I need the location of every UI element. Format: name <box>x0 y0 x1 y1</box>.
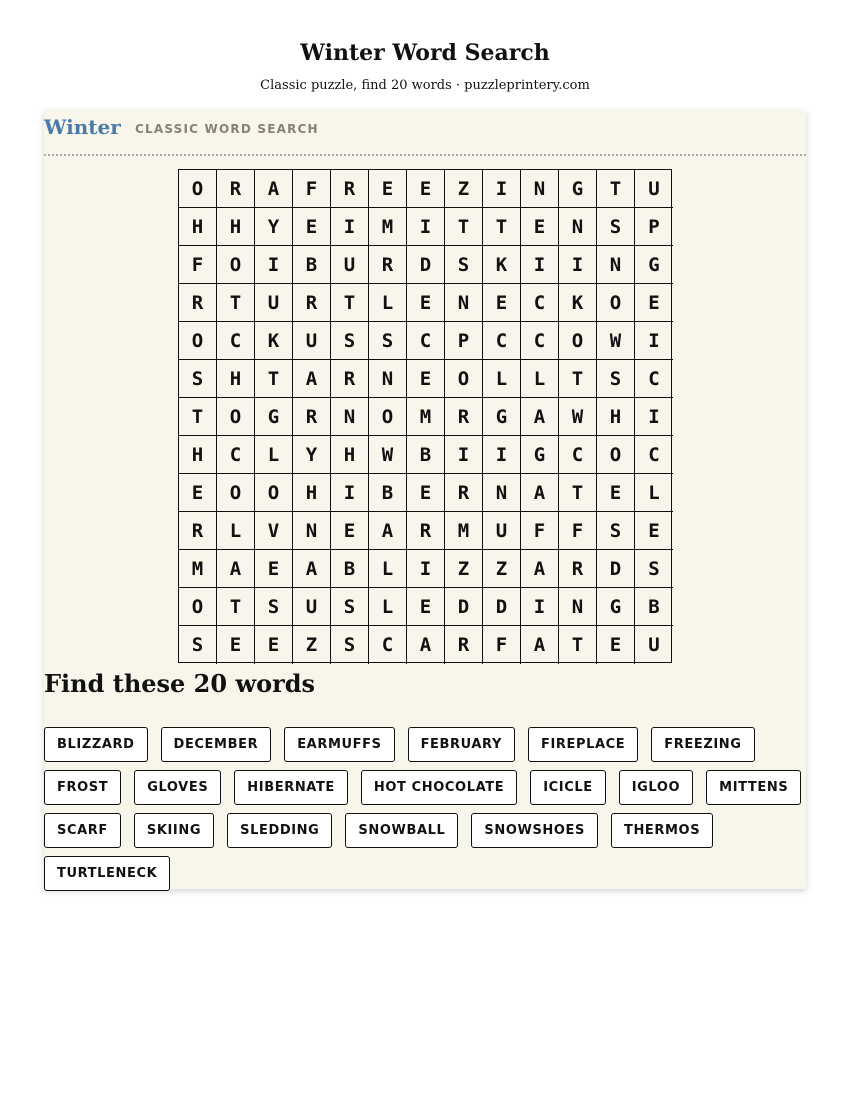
grid-cell[interactable]: T <box>445 208 483 246</box>
grid-cell[interactable]: E <box>407 474 445 512</box>
grid-cell[interactable]: E <box>255 626 293 664</box>
grid-cell[interactable]: U <box>635 170 673 208</box>
grid-cell[interactable]: U <box>648 634 660 656</box>
grid-cell[interactable]: C <box>217 322 255 360</box>
grid-cell[interactable]: Z <box>445 550 483 588</box>
grid-cell[interactable]: N <box>559 588 597 626</box>
grid-cell[interactable]: B <box>635 588 673 626</box>
grid-cell[interactable]: O <box>559 322 597 360</box>
grid-cell[interactable]: B <box>293 246 331 284</box>
grid-cell[interactable]: E <box>407 170 445 208</box>
grid-cell[interactable]: B <box>369 474 407 512</box>
grid-cell[interactable]: G <box>521 436 559 474</box>
grid-cell[interactable]: F <box>293 170 331 208</box>
grid-cell[interactable]: T <box>483 208 521 246</box>
grid-cell[interactable]: E <box>179 474 217 512</box>
word-chip: FIREPLACE <box>528 727 638 762</box>
grid-cell[interactable]: O <box>369 398 407 436</box>
grid-cell[interactable]: T <box>217 284 255 322</box>
grid-cell[interactable]: M <box>179 550 217 588</box>
grid-cell[interactable]: F <box>483 626 521 664</box>
grid-cell[interactable]: U <box>293 588 331 626</box>
grid-cell[interactable]: O <box>217 474 255 512</box>
grid-cell[interactable]: Y <box>255 208 293 246</box>
page-subtitle: Classic puzzle, find 20 words · puzzleprintery.com <box>260 78 590 93</box>
grid-cell[interactable]: L <box>635 474 673 512</box>
grid-cell[interactable]: D <box>597 550 635 588</box>
grid-cell[interactable]: N <box>331 398 369 436</box>
grid-cell[interactable]: S <box>597 512 635 550</box>
grid-cell[interactable]: F <box>179 246 217 284</box>
grid-cell[interactable]: I <box>445 436 483 474</box>
word-chip: SLEDDING <box>227 813 332 848</box>
grid-cell[interactable]: R <box>445 474 483 512</box>
grid-cell[interactable]: G <box>635 246 673 284</box>
grid-cell[interactable]: R <box>559 550 597 588</box>
word-chip: FEBRUARY <box>408 727 515 762</box>
grid-cell[interactable]: A <box>521 550 559 588</box>
grid-cell[interactable]: A <box>369 512 407 550</box>
grid-cell[interactable]: E <box>521 208 559 246</box>
grid-cell[interactable]: Y <box>293 436 331 474</box>
grid-cell[interactable]: R <box>369 246 407 284</box>
grid-cell[interactable]: R <box>445 626 483 664</box>
word-chip: DECEMBER <box>161 727 272 762</box>
grid-cell[interactable]: B <box>407 436 445 474</box>
grid-cell[interactable]: G <box>255 398 293 436</box>
grid-cell[interactable]: O <box>179 588 217 626</box>
grid-cell[interactable]: L <box>217 512 255 550</box>
word-list <box>44 727 806 891</box>
grid-cell[interactable]: U <box>293 322 331 360</box>
grid-cell[interactable]: E <box>635 284 673 322</box>
grid-cell[interactable]: S <box>255 588 293 626</box>
grid-cell[interactable]: C <box>407 322 445 360</box>
grid-cell[interactable]: K <box>483 246 521 284</box>
grid-cell[interactable]: E <box>331 512 369 550</box>
grid-cell[interactable]: D <box>407 246 445 284</box>
grid-cell[interactable]: W <box>597 322 635 360</box>
grid-cell[interactable]: E <box>217 626 255 664</box>
grid-cell[interactable]: H <box>293 474 331 512</box>
grid-cell[interactable]: S <box>179 360 217 398</box>
grid-cell[interactable]: I <box>483 436 521 474</box>
grid-cell[interactable]: F <box>559 512 597 550</box>
word-chip: IGLOO <box>619 770 693 805</box>
grid-cell[interactable]: A <box>217 550 255 588</box>
grid-cell[interactable]: O <box>217 246 255 284</box>
grid-cell[interactable]: R <box>445 398 483 436</box>
grid-cell[interactable]: K <box>559 284 597 322</box>
word-chip: SNOWBALL <box>345 813 458 848</box>
grid-cell[interactable]: R <box>293 284 331 322</box>
grid-cell[interactable]: O <box>255 474 293 512</box>
grid-cell[interactable]: I <box>635 322 673 360</box>
grid-cell[interactable]: R <box>331 360 369 398</box>
grid-cell[interactable]: O <box>597 284 635 322</box>
grid-cell[interactable]: H <box>217 360 255 398</box>
grid-cell[interactable]: H <box>179 436 217 474</box>
grid-cell[interactable]: M <box>369 208 407 246</box>
page-title: Winter Word Search <box>300 40 550 66</box>
grid-cell[interactable]: I <box>255 246 293 284</box>
grid-cell[interactable]: I <box>331 474 369 512</box>
grid-cell[interactable]: A <box>293 550 331 588</box>
grid-cell[interactable]: T <box>559 474 597 512</box>
grid-cell[interactable]: O <box>179 322 217 360</box>
grid-cell[interactable]: C <box>559 436 597 474</box>
grid-cell[interactable]: T <box>179 398 217 436</box>
grid-cell[interactable]: E <box>597 626 635 664</box>
grid-cell[interactable]: E <box>635 512 673 550</box>
grid-cell[interactable]: G <box>559 170 597 208</box>
grid-cell[interactable]: A <box>521 398 559 436</box>
grid-cell[interactable]: D <box>483 588 521 626</box>
grid-cell[interactable]: I <box>521 246 559 284</box>
word-chip: SNOWSHOES <box>471 813 598 848</box>
grid-cell[interactable]: R <box>217 170 255 208</box>
grid-cell[interactable]: L <box>369 550 407 588</box>
grid-cell[interactable]: S <box>331 626 369 664</box>
grid-cell[interactable]: H <box>597 398 635 436</box>
word-chip: SKIING <box>134 813 214 848</box>
grid-cell[interactable]: B <box>331 550 369 588</box>
grid-cell[interactable]: T <box>597 170 635 208</box>
word-chip: EARMUFFS <box>284 727 394 762</box>
grid-cell[interactable]: T <box>559 626 597 664</box>
grid-cell[interactable]: O <box>217 398 255 436</box>
grid-cell[interactable]: T <box>255 360 293 398</box>
puzzle-card <box>44 110 806 889</box>
grid-cell[interactable]: W <box>559 398 597 436</box>
grid-cell[interactable]: I <box>407 550 445 588</box>
grid-cell[interactable]: C <box>483 322 521 360</box>
grid-cell[interactable]: G <box>483 398 521 436</box>
grid-cell[interactable]: E <box>407 284 445 322</box>
word-chip: BLIZZARD <box>44 727 148 762</box>
grid-cell[interactable]: S <box>635 550 673 588</box>
grid-cell[interactable]: C <box>521 322 559 360</box>
grid-cell[interactable]: E <box>255 550 293 588</box>
word-chip: SCARF <box>44 813 121 848</box>
grid-cell[interactable]: U <box>483 512 521 550</box>
grid-cell[interactable]: F <box>521 512 559 550</box>
grid-cell[interactable]: I <box>559 246 597 284</box>
word-chip: FROST <box>44 770 121 805</box>
grid-cell[interactable]: R <box>179 284 217 322</box>
word-chip: HOT CHOCOLATE <box>361 770 517 805</box>
grid-cell[interactable]: S <box>179 626 217 664</box>
grid-cell[interactable]: L <box>483 360 521 398</box>
word-chip: MITTENS <box>706 770 801 805</box>
grid-cell[interactable]: N <box>521 170 559 208</box>
grid-cell[interactable]: C <box>635 436 673 474</box>
grid-cell[interactable]: T <box>217 588 255 626</box>
grid-cell[interactable]: I <box>331 208 369 246</box>
grid-cell[interactable]: Z <box>483 550 521 588</box>
grid-cell[interactable]: D <box>445 588 483 626</box>
word-chip: FREEZING <box>651 727 754 762</box>
grid-cell[interactable]: T <box>559 360 597 398</box>
grid-cell[interactable]: P <box>635 208 673 246</box>
grid-cell[interactable]: L <box>369 284 407 322</box>
grid-cell[interactable]: E <box>369 170 407 208</box>
grid-cell[interactable]: A <box>407 626 445 664</box>
words-heading: Find these 20 words <box>44 669 316 698</box>
grid-cell[interactable]: L <box>369 588 407 626</box>
grid-cell[interactable]: E <box>293 208 331 246</box>
grid-cell[interactable]: E <box>597 474 635 512</box>
grid-cell[interactable]: N <box>597 246 635 284</box>
grid-cell[interactable]: C <box>635 360 673 398</box>
grid-cell[interactable]: Z <box>445 170 483 208</box>
grid-cell[interactable]: E <box>483 284 521 322</box>
grid-cell[interactable]: O <box>179 170 217 208</box>
grid-cell[interactable]: S <box>597 360 635 398</box>
grid-cell[interactable]: L <box>255 436 293 474</box>
grid-cell[interactable]: I <box>521 588 559 626</box>
word-chip: TURTLENECK <box>44 856 170 891</box>
grid-cell[interactable]: C <box>521 284 559 322</box>
grid-cell[interactable]: W <box>369 436 407 474</box>
word-chip: THERMOS <box>611 813 713 848</box>
grid-cell[interactable]: I <box>407 208 445 246</box>
word-chip: ICICLE <box>530 770 606 805</box>
grid-cell[interactable]: L <box>521 360 559 398</box>
grid-cell[interactable]: N <box>559 208 597 246</box>
grid-cell[interactable]: H <box>331 436 369 474</box>
grid-cell[interactable]: S <box>597 208 635 246</box>
grid-cell[interactable]: O <box>445 360 483 398</box>
grid-cell[interactable]: N <box>369 360 407 398</box>
grid-cell[interactable]: S <box>369 322 407 360</box>
grid-cell[interactable]: K <box>255 322 293 360</box>
word-chip: GLOVES <box>134 770 221 805</box>
grid-cell[interactable]: E <box>407 588 445 626</box>
grid-cell[interactable]: A <box>255 170 293 208</box>
grid-cell[interactable]: I <box>635 398 673 436</box>
grid-cell[interactable]: G <box>597 588 635 626</box>
grid-cell[interactable]: S <box>331 322 369 360</box>
grid-cell[interactable]: A <box>521 474 559 512</box>
grid-cell[interactable]: N <box>293 512 331 550</box>
grid-cell[interactable]: P <box>445 322 483 360</box>
grid-cell[interactable]: R <box>179 512 217 550</box>
grid-cell[interactable]: O <box>597 436 635 474</box>
grid-cell[interactable]: C <box>217 436 255 474</box>
grid-cell[interactable]: R <box>407 512 445 550</box>
theme-subtitle: CLASSIC WORD SEARCH <box>135 122 319 136</box>
grid-cell[interactable]: Z <box>293 626 331 664</box>
grid-cell[interactable]: S <box>331 588 369 626</box>
grid-cell[interactable]: I <box>483 170 521 208</box>
theme-title: Winter <box>44 115 121 139</box>
grid-cell[interactable]: H <box>179 208 217 246</box>
grid-cell[interactable]: R <box>293 398 331 436</box>
grid-cell[interactable]: C <box>369 626 407 664</box>
grid-cell[interactable]: V <box>255 512 293 550</box>
grid-cell[interactable]: H <box>217 208 255 246</box>
card-header <box>44 110 806 156</box>
grid-cell[interactable]: M <box>445 512 483 550</box>
grid-cell[interactable]: U <box>255 284 293 322</box>
letter-grid <box>178 169 672 663</box>
grid-cell[interactable]: T <box>331 284 369 322</box>
word-chip: HIBERNATE <box>234 770 348 805</box>
grid-cell[interactable]: A <box>293 360 331 398</box>
grid-cell[interactable]: N <box>445 284 483 322</box>
grid-cell[interactable]: M <box>407 398 445 436</box>
grid-cell[interactable]: S <box>445 246 483 284</box>
grid-cell[interactable]: A <box>521 626 559 664</box>
grid-cell[interactable]: R <box>331 170 369 208</box>
grid-cell[interactable]: E <box>407 360 445 398</box>
grid-cell[interactable]: N <box>483 474 521 512</box>
grid-cell[interactable]: U <box>331 246 369 284</box>
